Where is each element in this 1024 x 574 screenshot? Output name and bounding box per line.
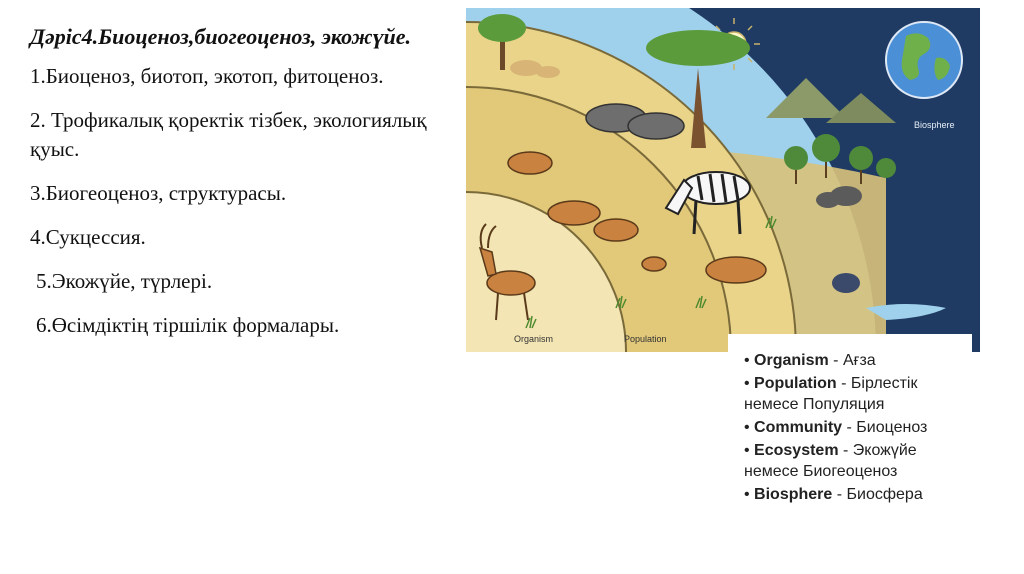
- topic-item-5: 5.Экожүйе, түрлері.: [36, 269, 213, 293]
- topic-item-4: 4.Сукцессия.: [30, 225, 146, 249]
- topic-item-1: 1.Биоценоз, биотоп, экотоп, фитоценоз.: [30, 64, 384, 88]
- legend-row-ecosystem: • Ecosystem - Экожүйе немесе Биогеоценоз: [744, 442, 917, 480]
- legend-row-biosphere: • Biosphere - Биосфера: [744, 486, 923, 503]
- legend-term: Ecosystem: [754, 442, 839, 459]
- guinea-fowl: [832, 273, 860, 293]
- earth-globe-icon: [886, 22, 962, 98]
- legend-translation: - Бірлестік немесе Популяция: [744, 375, 918, 413]
- legend-term: Biosphere: [754, 486, 833, 503]
- legend-term: Community: [754, 419, 843, 436]
- legend-term: Organism: [754, 352, 829, 369]
- terms-legend: [728, 334, 972, 524]
- biosphere-label: Biosphere: [914, 120, 955, 130]
- legend-translation: - Ағза: [828, 352, 876, 369]
- legend-translation: - Биосфера: [832, 486, 923, 503]
- legend-translation: - Экожүйе немесе Биогеоценоз: [744, 442, 917, 480]
- topic-list: [30, 62, 450, 340]
- text-column: [30, 22, 450, 355]
- antelope-community: [706, 257, 766, 283]
- lecture-title: Дәріс4.Биоценоз,биогеоценоз, экожүйе.: [30, 24, 412, 49]
- organism-label: Organism: [514, 334, 554, 344]
- topic-item-3: 3.Биогеоценоз, структурасы.: [30, 181, 287, 205]
- levels-diagram: [466, 8, 980, 352]
- legend-row-community: • Community - Биоценоз: [744, 419, 928, 436]
- topic-item-6: 6.Өсімдіктің тіршілік формалары.: [36, 313, 340, 337]
- legend-row-population: • Population - Бірлестік немесе Популяция: [744, 375, 918, 413]
- topic-item-2: 2. Трофикалық қоректік тізбек, экологиялық қуыс.: [30, 108, 427, 161]
- legend-term: Population: [754, 375, 837, 392]
- ecology-levels-illustration: [466, 8, 980, 352]
- legend-row-organism: • Organism - Ағза: [744, 352, 876, 369]
- population-label: Population: [624, 334, 667, 344]
- legend-translation: - Биоценоз: [842, 419, 928, 436]
